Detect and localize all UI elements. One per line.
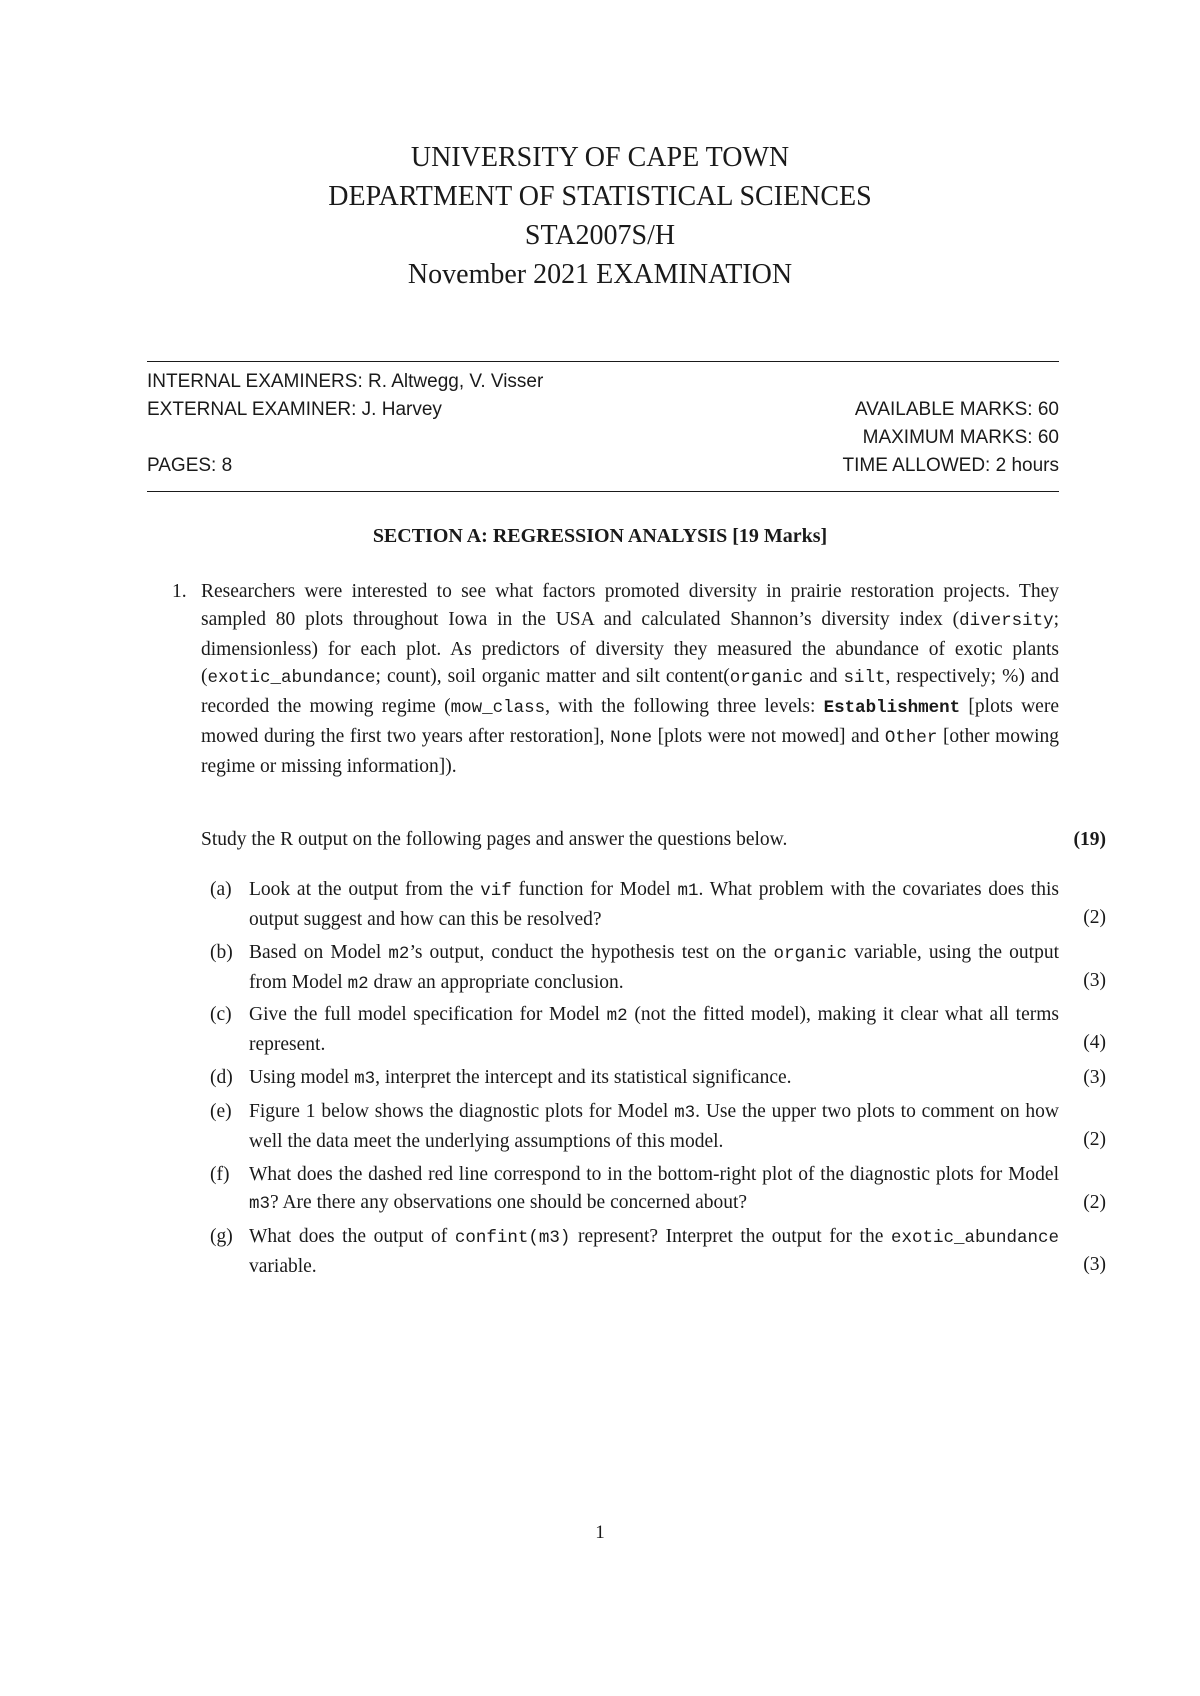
subquestion-g — [201, 1223, 1106, 1279]
subquestion-c — [201, 1001, 1106, 1057]
subquestion-a — [201, 876, 1106, 932]
subquestion-label: (b) — [210, 942, 233, 963]
subquestion-text: Figure 1 below shows the diagnostic plots for Model m3. Use the upper two plots to comment on how well the data meet the underlying assumptions of this model. — [249, 1101, 1059, 1152]
subquestion-marks: (2) — [1083, 1192, 1106, 1214]
available-marks: AVAILABLE MARKS: 60 — [854, 399, 1059, 420]
code-other: Other — [884, 727, 938, 748]
exam-session: November 2021 EXAMINATION — [407, 259, 793, 290]
subquestion-text: Look at the output from the vif function for Model m1. What problem with the covariates does this output suggest and how can this be resolved? — [249, 879, 1059, 930]
subquestion-label: (c) — [210, 1004, 232, 1025]
subquestion-d — [201, 1064, 1106, 1092]
code-silt: silt — [843, 668, 886, 689]
study-instruction — [201, 826, 1106, 854]
course-code: STA2007S/H — [524, 220, 676, 251]
subquestion-text: Using model m3, interpret the intercept and its statistical significance. — [249, 1067, 792, 1089]
bottom-divider — [147, 491, 1059, 492]
internal-examiners: INTERNAL EXAMINERS: R. Altwegg, V. Visser — [147, 371, 544, 392]
subquestion-label: (f) — [210, 1164, 230, 1185]
section-heading: SECTION A: REGRESSION ANALYSIS [19 Marks] — [372, 525, 828, 547]
subquestion-label: (g) — [210, 1226, 233, 1247]
time-allowed: TIME ALLOWED: 2 hours — [842, 455, 1059, 476]
page-number: 1 — [595, 1522, 605, 1543]
subquestion-text: Give the full model specification for Model m2 (not the fitted model), making it clear what all terms represent. — [249, 1004, 1059, 1055]
maximum-marks: MAXIMUM MARKS: 60 — [862, 427, 1059, 448]
subquestion-label: (e) — [210, 1101, 232, 1122]
subquestion-marks: (4) — [1083, 1032, 1106, 1054]
subquestion-marks: (3) — [1083, 970, 1106, 992]
question-number: 1. — [172, 581, 187, 602]
subquestion-text: What does the dashed red line correspond to in the bottom-right plot of the diagnostic plots for Model m3? Are there any observations one should be concerned about? — [249, 1164, 1059, 1214]
subquestion-f — [201, 1161, 1106, 1217]
subquestion-b — [201, 939, 1106, 995]
top-divider — [147, 361, 1059, 362]
subquestion-e — [201, 1098, 1106, 1154]
exam-title-block — [0, 138, 1200, 294]
code-none: None — [610, 727, 653, 748]
code-mow-class: mow_class — [450, 698, 546, 719]
external-examiner: EXTERNAL EXAMINER: J. Harvey — [147, 399, 442, 420]
department-name: DEPARTMENT OF STATISTICAL SCIENCES — [328, 181, 872, 212]
university-name: UNIVERSITY OF CAPE TOWN — [410, 142, 790, 173]
code-organic: organic — [729, 668, 804, 689]
subquestion-marks: (2) — [1083, 907, 1106, 929]
code-establishment: Establishment — [823, 698, 961, 719]
code-exotic-abundance: exotic_abundance — [207, 668, 376, 689]
subquestion-label: (d) — [210, 1067, 233, 1088]
page-count: PAGES: 8 — [147, 455, 233, 476]
code-diversity: diversity — [959, 610, 1054, 631]
subquestion-text: What does the output of confint(m3) represent? Interpret the output for the exotic_abundance variable. — [249, 1226, 1060, 1277]
question-total-marks: (19) — [1073, 829, 1106, 850]
subquestion-marks: (2) — [1083, 1129, 1106, 1151]
subquestion-text: Based on Model m2’s output, conduct the hypothesis test on the organic variable, using the output from Model m2 draw an appropriate conclusion. — [249, 942, 1059, 994]
question-intro: Researchers were interested to see what factors promoted diversity in prairie restoration projects. They sampled 80 plots throughout Iowa in the USA and calculated Shannon’s diversity index (diversity; dimensionless) for each plot. As predictors of diversity they measured the abundance of exotic plants (exotic_abundance; count), soil organic matter and silt content(organic and silt, respectively; %) and recorded the mowing regime (mow_class, with the following three levels: Establishment [plots were mowed during the first two years after restoration], None [plots were not mowed] and Other [other mowing regime or missing information]). — [201, 581, 1059, 777]
subquestion-marks: (3) — [1083, 1254, 1106, 1276]
subquestion-marks: (3) — [1083, 1067, 1106, 1089]
subquestion-label: (a) — [210, 879, 232, 900]
study-text: Study the R output on the following pages and answer the questions below. — [201, 829, 788, 850]
